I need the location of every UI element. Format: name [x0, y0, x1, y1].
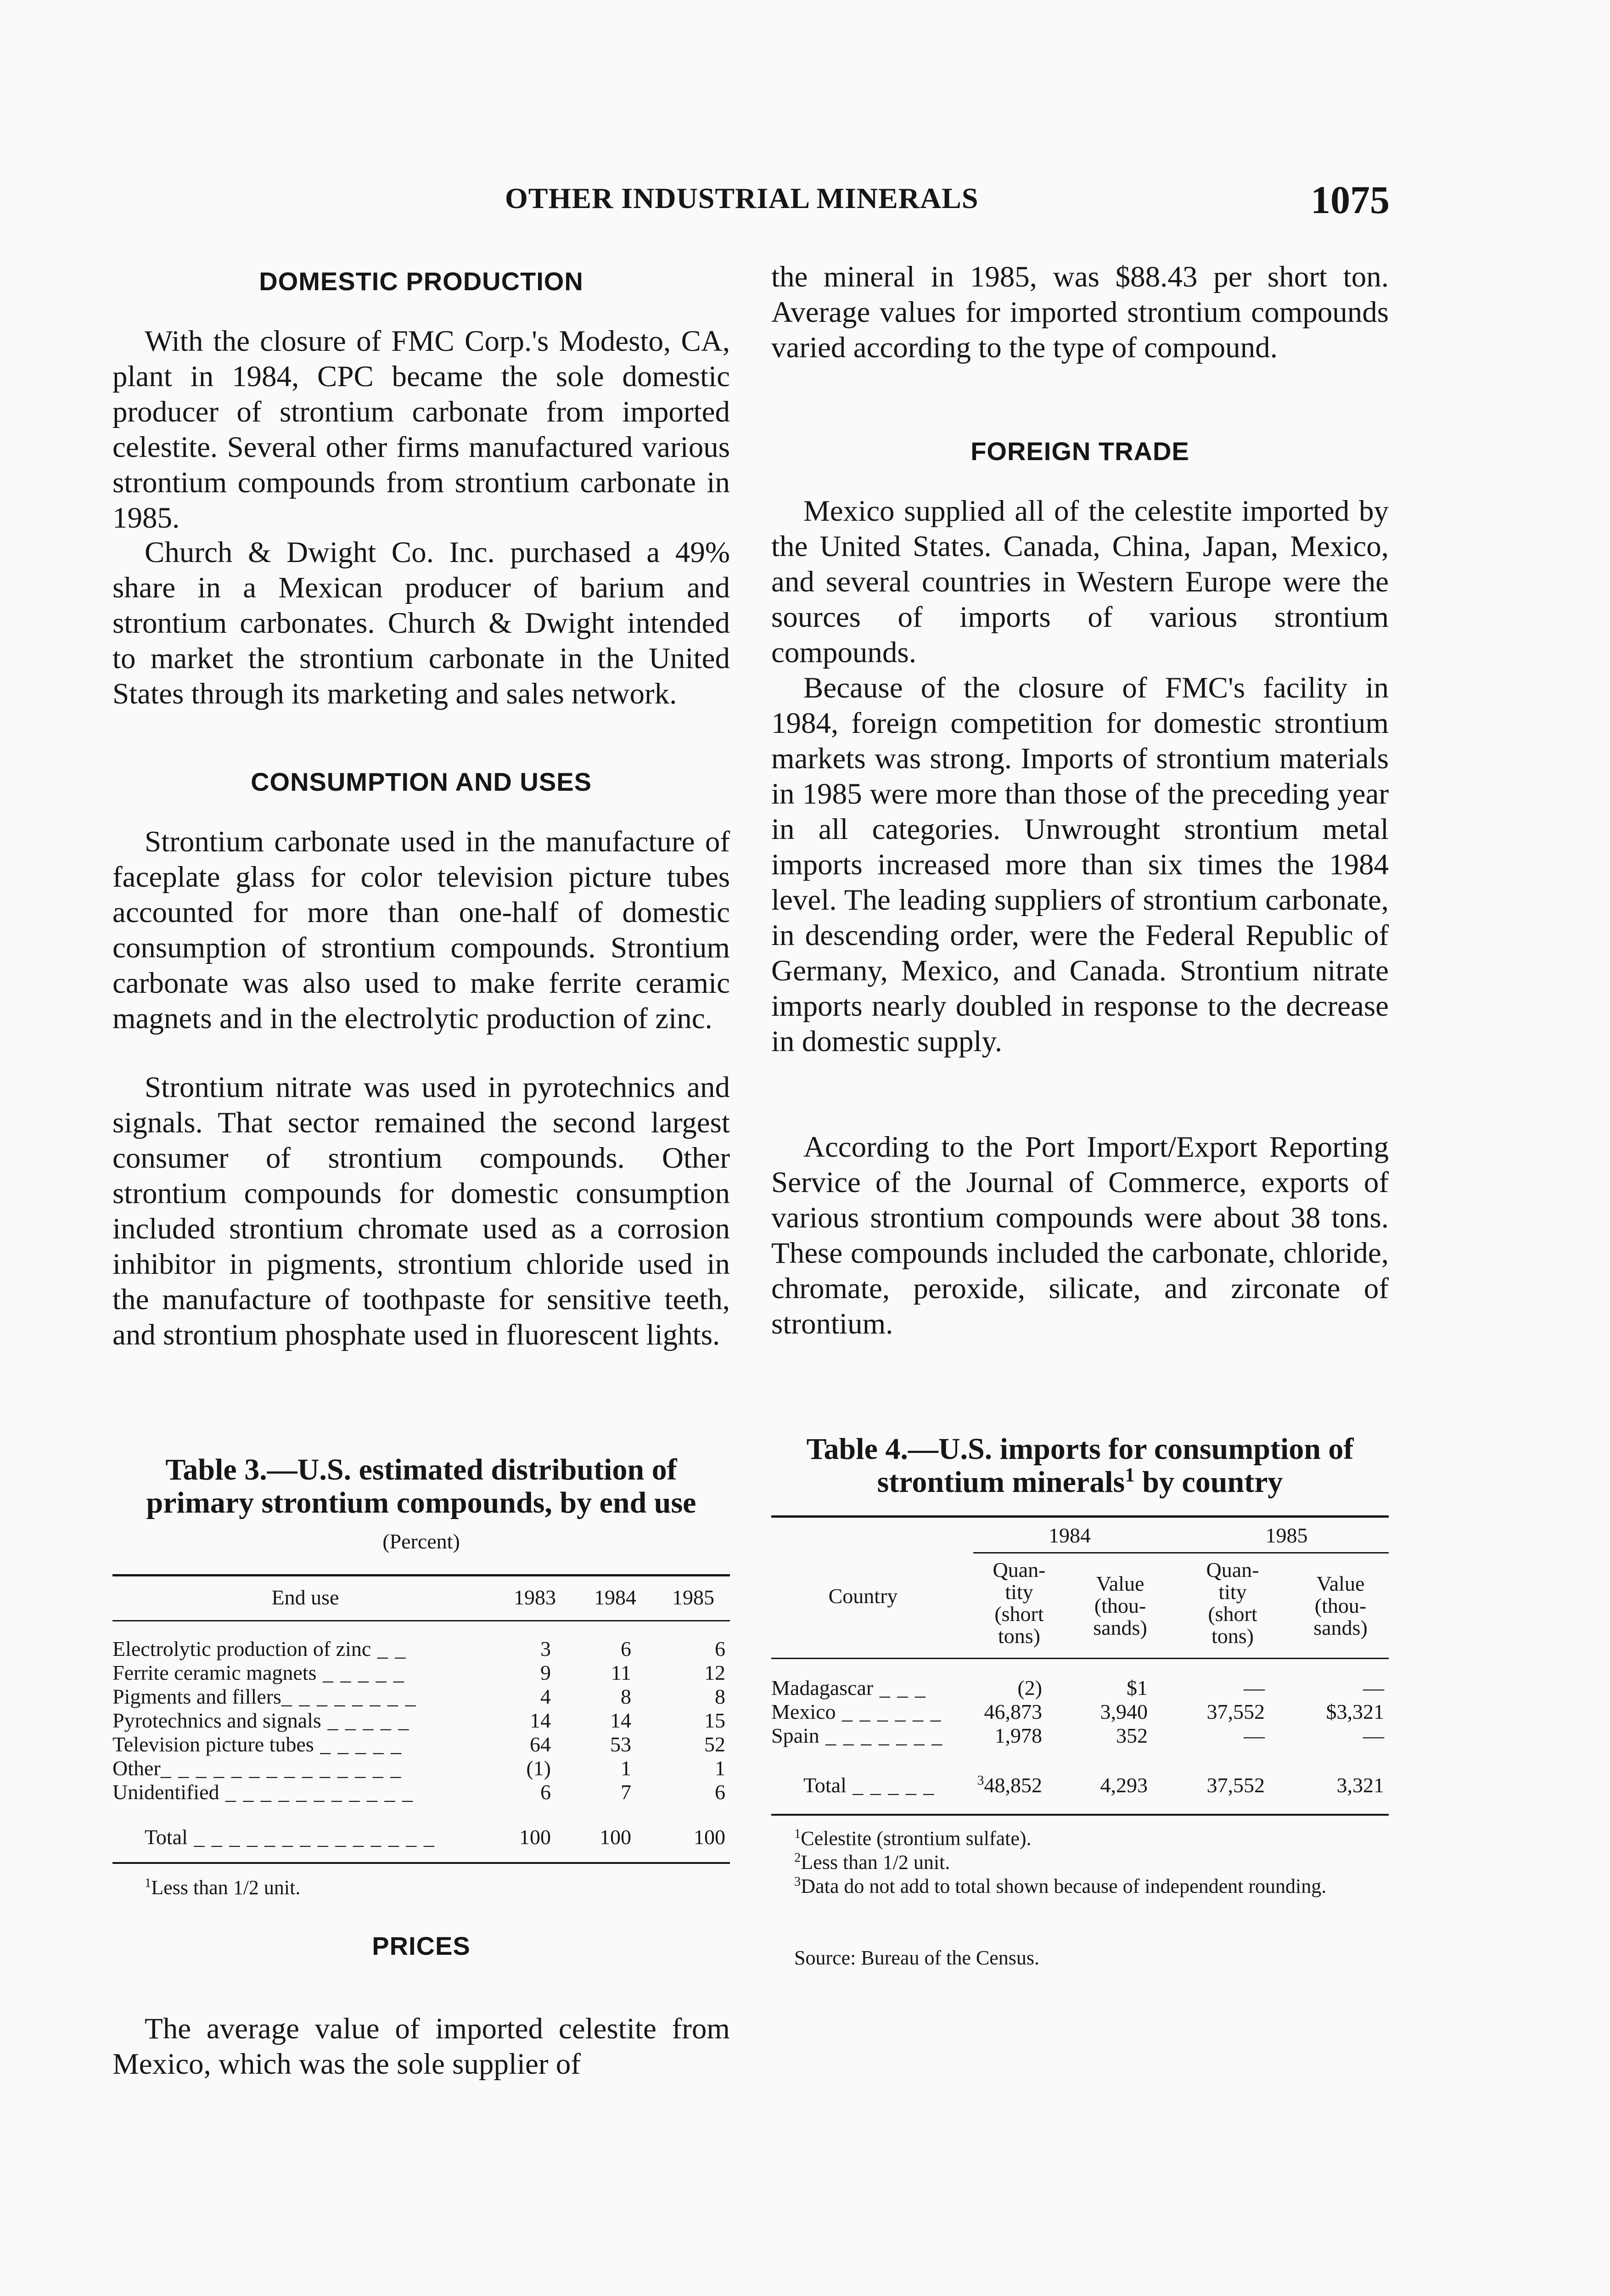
table-4-header-value-1985: Value (thou- sands) — [1313, 1572, 1368, 1639]
table-4-top-rule — [771, 1515, 1389, 1518]
table-4-cell: 46,873 — [984, 1700, 1042, 1723]
table-4-total-cell: 37,552 — [1206, 1773, 1265, 1797]
table-3-top-rule — [112, 1574, 730, 1576]
table-3-row-label: Electrolytic production of zinc _ _ — [112, 1637, 407, 1660]
table-3-total-cell: 100 — [694, 1825, 725, 1849]
table-3-cell: 52 — [704, 1733, 725, 1756]
table-4-header-rule — [771, 1658, 1389, 1659]
table-3-cell: 7 — [621, 1780, 631, 1804]
table-3-footnote: $^1$Less than 1/2 unit. — [145, 1876, 301, 1899]
table-3-total-label: Total _ _ _ _ _ _ _ _ _ _ _ _ _ _ — [145, 1825, 435, 1849]
table-3-cell: 15 — [704, 1709, 725, 1732]
table-3-row-label: Television picture tubes _ _ _ _ _ — [112, 1733, 403, 1756]
table-3-total-cell: 100 — [519, 1825, 551, 1849]
table-4-country: Madagascar _ _ _ — [771, 1676, 926, 1699]
table-3-cell: 11 — [611, 1661, 631, 1684]
table-3-header-end-use: End use — [271, 1586, 339, 1609]
table-3-cell: (1) — [526, 1756, 551, 1780]
table-4-total-cell: 4,293 — [1100, 1773, 1148, 1797]
table-3-header-1984: 1984 — [594, 1586, 636, 1609]
table-4-cell: $1 — [1127, 1676, 1148, 1699]
table-3-cell: 6 — [715, 1780, 725, 1804]
table-3-total-cell: 100 — [600, 1825, 631, 1849]
table-3-cell: 1 — [715, 1756, 725, 1780]
table-3-header-1985: 1985 — [672, 1586, 714, 1609]
table-4-year-1984: 1984 — [1049, 1524, 1091, 1547]
paragraph-domestic-1: With the closure of FMC Corp.'s Modesto, CA, plant in 1984, CPC became the sole domestic producer of strontium carbonate from imported celestite. Several other firms manufactured various strontium compounds from strontium carbonate in 1985. — [112, 325, 730, 535]
table-3-row-label: Ferrite ceramic magnets _ _ _ _ _ — [112, 1661, 405, 1684]
table-3-title-line2: primary strontium compounds, by end use — [146, 1486, 696, 1519]
table-4-header-quantity-1984: Quan- tity (short tons) — [993, 1558, 1046, 1648]
table-3-cell: 6 — [715, 1637, 725, 1660]
table-3-row-label: Unidentified _ _ _ _ _ _ _ _ _ _ _ — [112, 1780, 414, 1804]
table-3-row-label: Other_ _ _ _ _ _ _ _ _ _ _ _ _ _ — [112, 1756, 402, 1780]
table-3-cell: 6 — [540, 1780, 551, 1804]
table-3-title-line1: Table 3.—U.S. estimated distribution of — [165, 1453, 677, 1486]
table-3-cell: 14 — [610, 1709, 631, 1732]
table-4-cell: — — [1244, 1676, 1265, 1699]
table-4-cell: (2) — [1017, 1676, 1042, 1699]
table-4-footnote-1: $^1$Celestite (strontium sulfate). — [794, 1827, 1032, 1850]
table-4-footnote-2: $^2$Less than 1/2 unit. — [794, 1851, 950, 1874]
heading-domestic-production: DOMESTIC PRODUCTION — [259, 267, 583, 296]
table-4-cell: — — [1363, 1676, 1384, 1699]
table-3-cell: 8 — [715, 1685, 725, 1708]
table-4-cell: $3,321 — [1326, 1700, 1384, 1723]
table-4-header-quantity-1985: Quan- tity (short tons) — [1206, 1558, 1259, 1648]
table-3-subtitle: (Percent) — [382, 1530, 460, 1553]
paragraph-consumption-1: Strontium carbonate used in the manufacture of faceplate glass for color television picture tubes accounted for more than one-half of domestic consumption of strontium compounds. Strontium carbonate was also used to make ferrite ceramic magnets and in the electrolytic production of zinc. — [112, 825, 730, 1035]
table-3-cell: 3 — [540, 1637, 551, 1660]
table-4-cell: 1,978 — [994, 1724, 1042, 1747]
heading-foreign-trade: FOREIGN TRADE — [970, 437, 1189, 466]
table-4-country: Mexico _ _ _ _ _ _ — [771, 1700, 942, 1723]
table-4-total-cell: 3,321 — [1336, 1773, 1384, 1797]
running-head — [0, 177, 1610, 223]
table-4-cell: 37,552 — [1206, 1700, 1265, 1723]
table-4-country: Spain _ _ _ _ _ _ _ — [771, 1724, 943, 1747]
table-3-cell: 4 — [540, 1685, 551, 1708]
running-head-title: OTHER INDUSTRIAL MINERALS — [505, 182, 979, 214]
page-number: 1075 — [1311, 178, 1390, 222]
table-3-cell: 14 — [530, 1709, 551, 1732]
table-4-footnote-3: $^3$Data do not add to total shown because of independent rounding. — [794, 1874, 1327, 1897]
table-3-header-rule — [112, 1620, 730, 1621]
table-3-cell: 6 — [621, 1637, 631, 1660]
table-4-source: Source: Bureau of the Census. — [794, 1947, 1039, 1969]
paragraph-foreign-1: Mexico supplied all of the celestite imported by the United States. Canada, China, Japan, Mexico, and several countries in Western Europe were the sources of imports of various strontium compounds. — [771, 495, 1389, 669]
heading-prices: PRICES — [372, 1931, 471, 1960]
table-3-row-label: Pigments and fillers_ _ _ _ _ _ _ _ — [112, 1685, 417, 1708]
table-4-total-cell: $^3$48,852 — [977, 1773, 1042, 1797]
table-4-cell: 3,940 — [1100, 1700, 1148, 1723]
table-3-row-label: Pyrotechnics and signals _ _ _ _ _ — [112, 1709, 410, 1732]
table-3-cell: 64 — [530, 1733, 551, 1756]
table-3-cell: 12 — [704, 1661, 725, 1684]
table-4-cell: — — [1363, 1724, 1384, 1747]
heading-consumption-uses: CONSUMPTION AND USES — [251, 767, 592, 796]
table-3-cell: 9 — [540, 1661, 551, 1684]
paragraph-prices-1: The average value of imported celestite from Mexico, which was the sole supplier of — [112, 2012, 730, 2081]
paragraph-prices-continued: the mineral in 1985, was $88.43 per short ton. Average values for imported strontium compounds varied according to the type of compound. — [771, 260, 1389, 364]
table-3-header-1983: 1983 — [514, 1586, 556, 1609]
paragraph-consumption-2: Strontium nitrate was used in pyrotechnics and signals. That sector remained the second largest consumer of strontium compounds. Other strontium compounds for domestic consumption included strontium chromate used as a corrosion inhibitor in pigments, strontium chloride used in the manufacture of toothpaste for sensitive teeth, and strontium phosphate used in fluorescent lights. — [112, 1071, 730, 1351]
table-3-cell: 8 — [621, 1685, 631, 1708]
paragraph-foreign-2: Because of the closure of FMC's facility in 1984, foreign competition for domestic strontium markets was strong. Imports of strontium materials in 1985 were more than those of the preceding year in all categories. Unwrought strontium metal imports increased more than six times the 1984 level. The leading suppliers of strontium carbonate, in descending order, were the Federal Republic of Germany, Mexico, and Canada. Strontium nitrate imports nearly doubled in response to the decrease in domestic supply. — [771, 671, 1389, 1058]
table-3-cell: 53 — [610, 1733, 631, 1756]
table-3-bottom-rule — [112, 1862, 730, 1864]
table-4-title-line1: Table 4.—U.S. imports for consumption of — [806, 1432, 1354, 1466]
table-3-cell: 1 — [621, 1756, 631, 1780]
table-4-total-label: Total _ _ _ _ _ — [803, 1773, 935, 1797]
table-4-cell: — — [1244, 1724, 1265, 1747]
table-4-year-rule — [973, 1552, 1389, 1553]
table-4-header-value-1984: Value (thou- sands) — [1093, 1572, 1147, 1639]
table-4-cell: 352 — [1116, 1724, 1148, 1747]
table-4-title-line2: strontium minerals$^1$ by country — [877, 1464, 1283, 1499]
table-4-bottom-rule — [771, 1814, 1389, 1816]
paragraph-domestic-2: Church & Dwight Co. Inc. purchased a 49% share in a Mexican producer of barium and strontium carbonates. Church & Dwight intended to market the strontium carbonate in the United States through its marketing and sales network. — [112, 536, 730, 710]
paragraph-foreign-3: According to the Port Import/Export Reporting Service of the Journal of Commerce, exports of various strontium compounds were about 38 tons. These compounds included the carbonate, chloride, chromate, peroxide, silicate, and zirconate of strontium. — [771, 1131, 1389, 1340]
table-4-header-country: Country — [828, 1584, 898, 1608]
table-4-year-1985: 1985 — [1265, 1524, 1308, 1547]
